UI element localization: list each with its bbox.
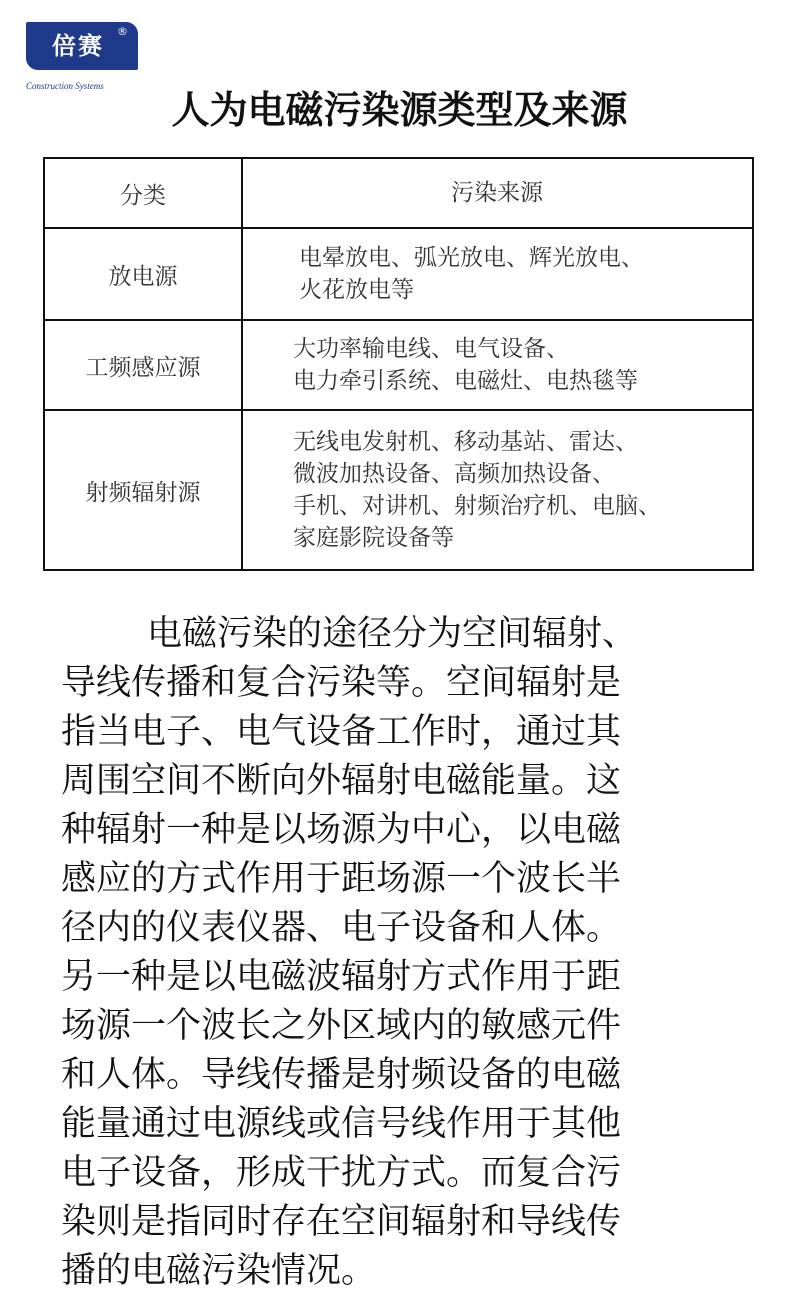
table-header-row — [44, 158, 753, 228]
body-paragraph — [61, 610, 741, 1296]
table-row — [44, 228, 753, 320]
registered-mark: ® — [117, 25, 128, 38]
source-line: 手机、对讲机、射频治疗机、电脑、 — [293, 493, 661, 519]
paragraph-line: 另一种是以电磁波辐射方式作用于距 — [61, 957, 622, 997]
page-title: 人为电磁污染源类型及来源 — [171, 87, 628, 132]
table-row — [44, 410, 753, 570]
paragraph-line: 径内的仪表仪器、电子设备和人体。 — [61, 908, 622, 948]
source-line: 微波加热设备、高频加热设备、 — [293, 461, 615, 487]
source-line: 电晕放电、弧光放电、辉光放电、 — [299, 245, 644, 271]
paragraph-line: 周围空间不断向外辐射电磁能量。这 — [61, 761, 622, 801]
paragraph-line: 种辐射一种是以场源为中心，以电磁 — [61, 810, 622, 850]
paragraph-line: 和人体。导线传播是射频设备的电磁 — [61, 1055, 622, 1095]
pollution-source-table — [43, 157, 754, 571]
logo-subtitle: Construction Systems — [26, 81, 104, 91]
logo-name: 倍赛 — [52, 31, 104, 60]
table-row — [44, 320, 753, 410]
header-category: 分类 — [44, 158, 242, 228]
row-sources — [242, 410, 753, 570]
paragraph-line: 播的电磁污染情况。 — [61, 1251, 377, 1291]
source-line: 大功率输电线、电气设备、 — [293, 336, 569, 362]
header-sources: 污染来源 — [242, 158, 753, 228]
row-category: 放电源 — [44, 228, 242, 320]
brand-logo — [26, 22, 138, 91]
paragraph-line: 电磁污染的途径分为空间辐射、 — [147, 614, 638, 654]
paragraph-line: 染则是指同时存在空间辐射和导线传 — [61, 1202, 622, 1242]
paragraph-line: 电子设备，形成干扰方式。而复合污 — [61, 1153, 622, 1193]
source-line: 电力牵引系统、电磁灶、电热毯等 — [293, 368, 638, 394]
source-line: 火花放电等 — [299, 277, 414, 303]
paragraph-line: 能量通过电源线或信号线作用于其他 — [61, 1104, 622, 1144]
row-category: 射频辐射源 — [44, 410, 242, 570]
paragraph-line: 导线传播和复合污染等。空间辐射是 — [61, 663, 622, 703]
row-sources — [242, 320, 753, 410]
row-category: 工频感应源 — [44, 320, 242, 410]
source-line: 无线电发射机、移动基站、雷达、 — [293, 429, 638, 455]
paragraph-line: 感应的方式作用于距场源一个波长半 — [61, 859, 622, 899]
paragraph-line: 指当电子、电气设备工作时，通过其 — [61, 712, 622, 752]
paragraph-line: 场源一个波长之外区域内的敏感元件 — [61, 1006, 622, 1046]
row-sources — [242, 228, 753, 320]
source-line: 家庭影院设备等 — [293, 525, 454, 551]
